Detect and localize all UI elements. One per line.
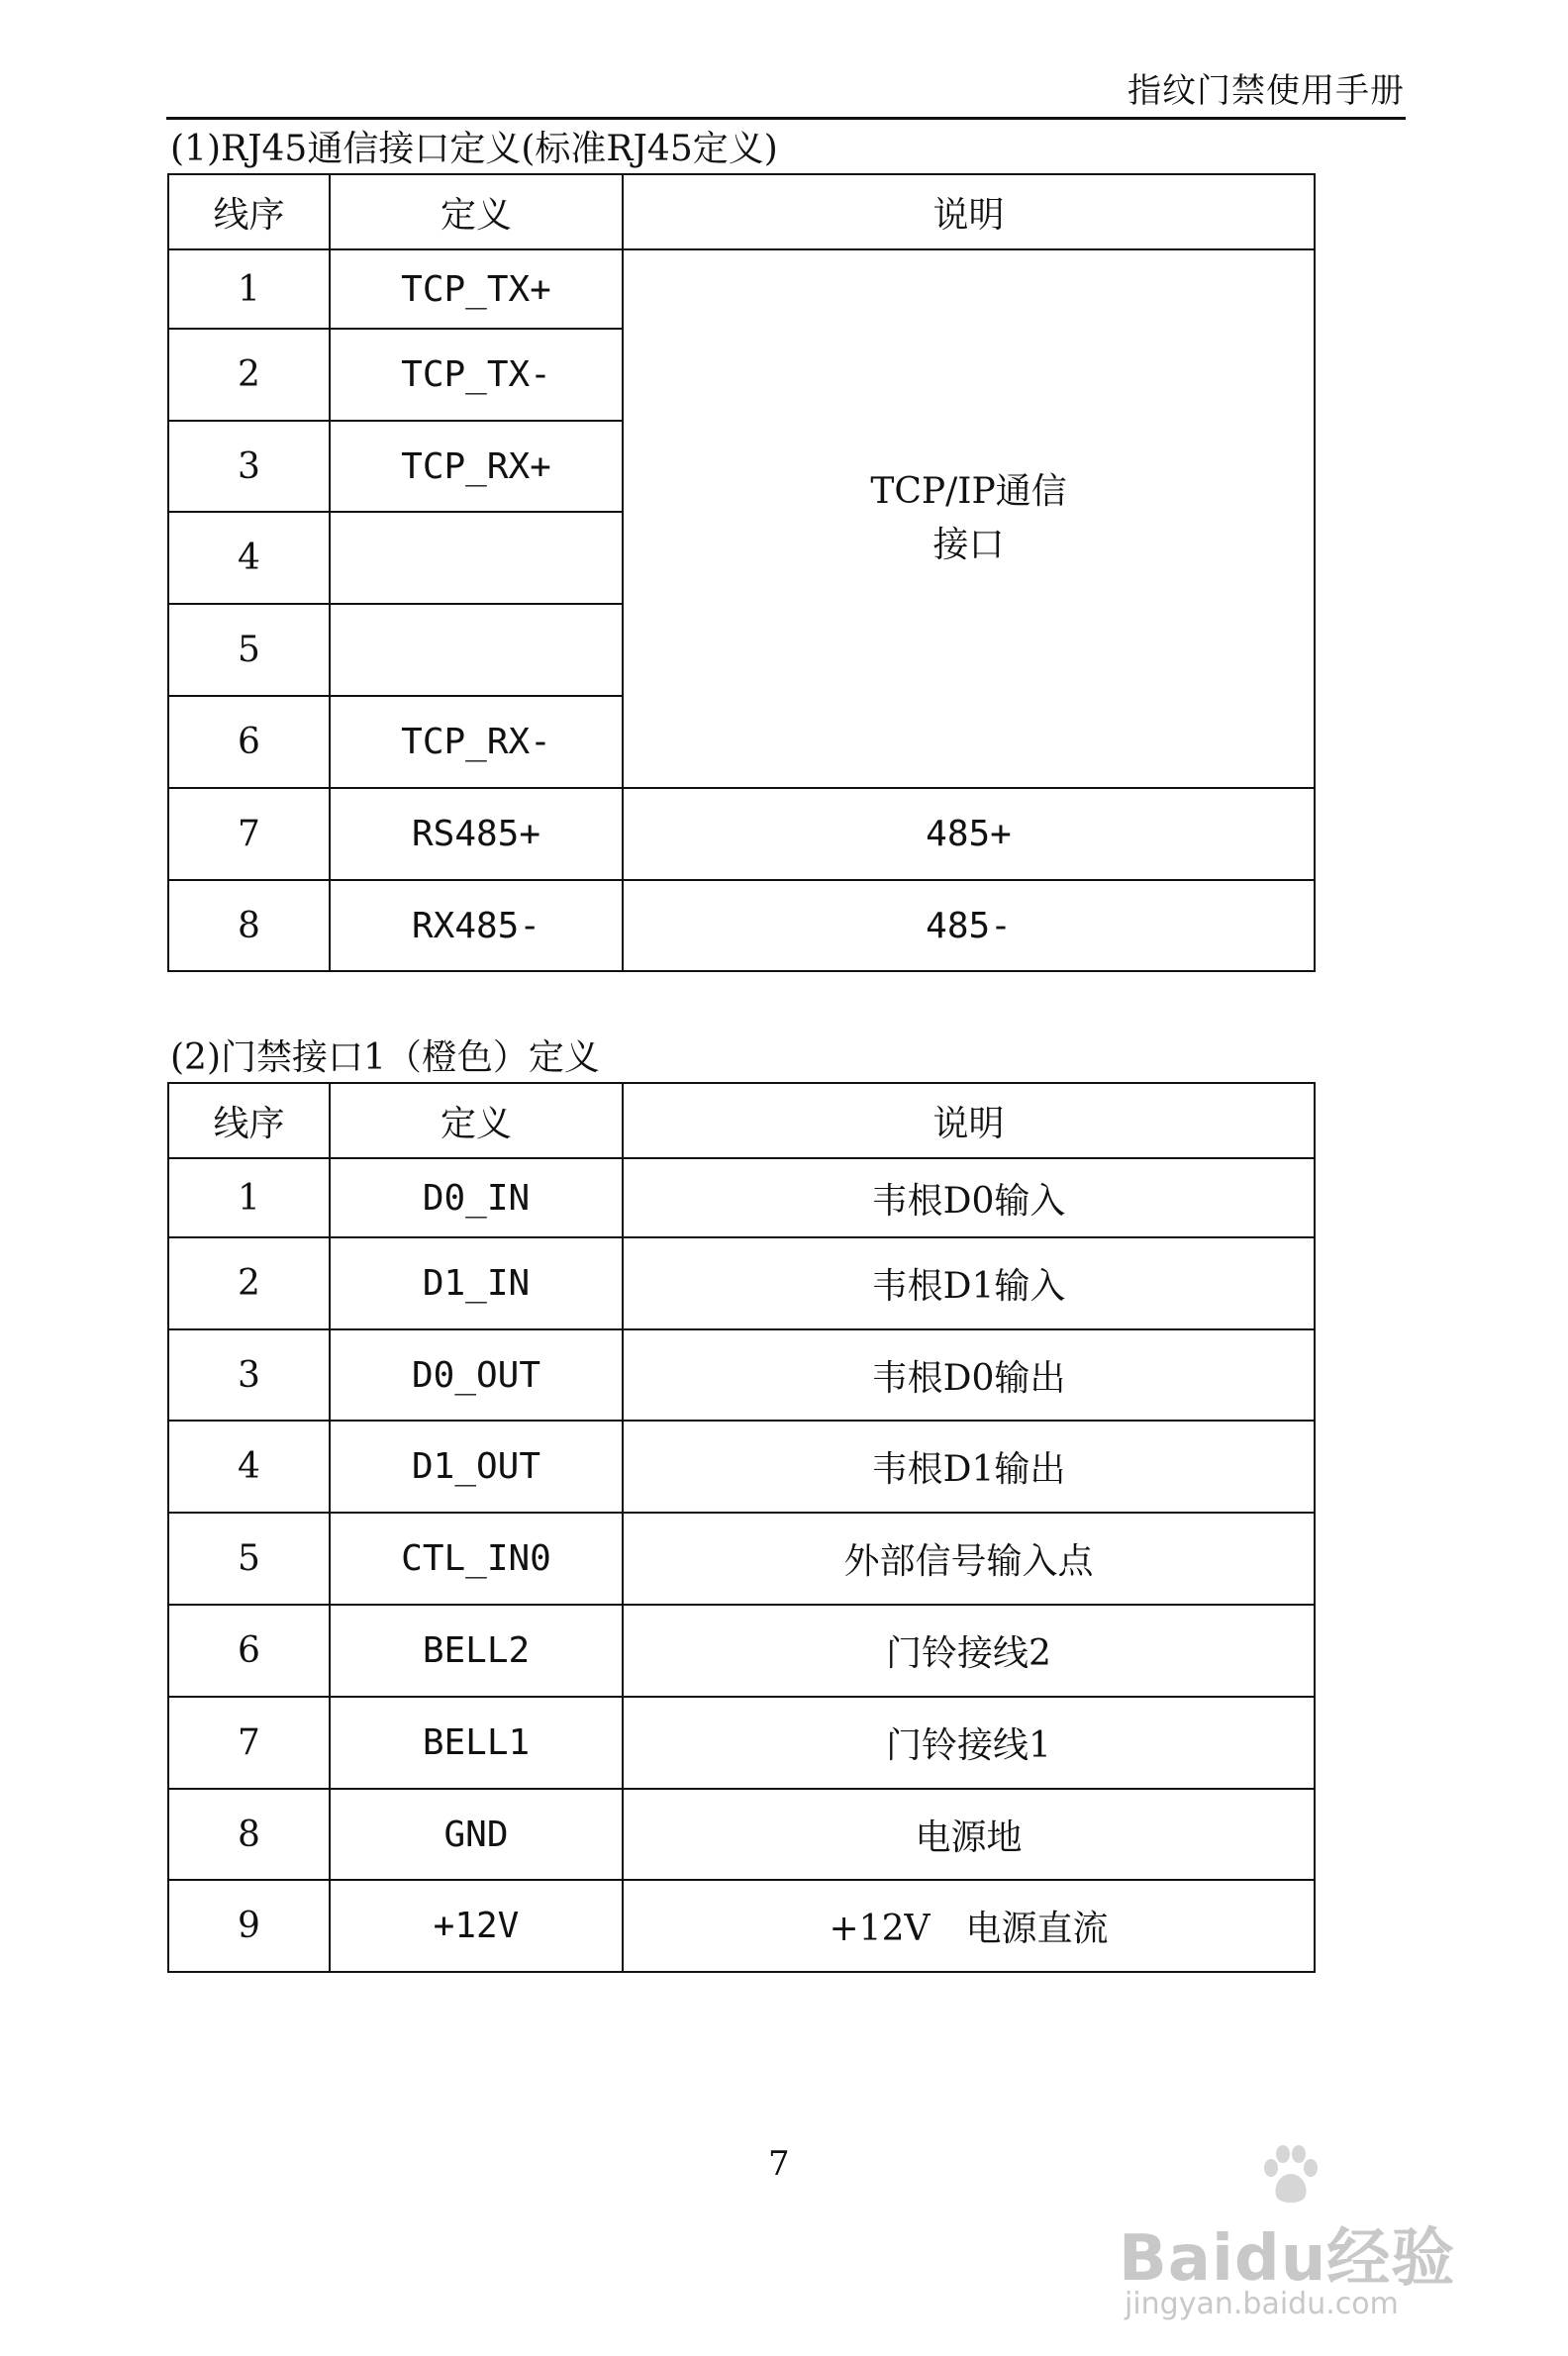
watermark-brand: Baidu经验: [1119, 2222, 1456, 2296]
section1-title: (1)RJ45通信接口定义(标准RJ45定义): [170, 129, 778, 169]
definition-cell: BELL2: [330, 1605, 623, 1697]
note-cell: 韦根D1输入: [623, 1237, 1315, 1329]
note-line-2: 接口: [932, 525, 1005, 565]
pin-cell: 4: [168, 512, 330, 604]
rj45-table: [167, 173, 1316, 972]
header-pin: 线序: [168, 1083, 330, 1158]
table-row: [168, 249, 1315, 329]
note-cell: 韦根D1输出: [623, 1421, 1315, 1513]
pin-cell: 4: [168, 1421, 330, 1513]
pin-cell: 8: [168, 880, 330, 971]
definition-cell: [330, 604, 623, 696]
note-cell: 韦根D0输入: [623, 1158, 1315, 1237]
door-interface-table: [167, 1082, 1316, 1973]
table-header-row: [168, 1083, 1315, 1158]
definition-cell: BELL1: [330, 1697, 623, 1789]
watermark-url: jingyan.baidu.com: [1125, 2287, 1399, 2321]
note-cell: 韦根D0输出: [623, 1329, 1315, 1421]
note-cell: 电源地: [623, 1789, 1315, 1880]
definition-cell: D0_IN: [330, 1158, 623, 1237]
table-row: [168, 1697, 1315, 1789]
header-note: 说明: [623, 1083, 1315, 1158]
pin-cell: 2: [168, 1237, 330, 1329]
table-row: [168, 1789, 1315, 1880]
definition-cell: RX485-: [330, 880, 623, 971]
pin-cell: 1: [168, 1158, 330, 1237]
table-row: [168, 1237, 1315, 1329]
header-title: 指纹门禁使用手册: [1127, 71, 1405, 111]
pin-cell: 3: [168, 421, 330, 512]
definition-cell: D1_OUT: [330, 1421, 623, 1513]
definition-cell: TCP_RX+: [330, 421, 623, 512]
definition-cell: CTL_IN0: [330, 1513, 623, 1605]
note-line-1: TCP/IP通信: [870, 471, 1067, 512]
tcpip-note-cell: [623, 249, 1315, 788]
note-cell: 门铃接线1: [623, 1697, 1315, 1789]
pin-cell: 2: [168, 329, 330, 421]
table-row: [168, 1329, 1315, 1421]
note-cell: 485-: [623, 880, 1315, 971]
table-row: [168, 880, 1315, 971]
table-row: [168, 1605, 1315, 1697]
definition-cell: TCP_RX-: [330, 696, 623, 788]
header-definition: 定义: [330, 174, 623, 249]
pin-cell: 3: [168, 1329, 330, 1421]
baidu-watermark: [1109, 2138, 1485, 2336]
header-pin: 线序: [168, 174, 330, 249]
pin-cell: 5: [168, 604, 330, 696]
table-row: [168, 1421, 1315, 1513]
pin-cell: 7: [168, 788, 330, 880]
note-cell: +12V 电源直流: [623, 1880, 1315, 1972]
note-cell: 外部信号输入点: [623, 1513, 1315, 1605]
paw-icon: [1255, 2138, 1326, 2209]
definition-cell: RS485+: [330, 788, 623, 880]
header-note: 说明: [623, 174, 1315, 249]
table-header-row: [168, 174, 1315, 249]
definition-cell: TCP_TX+: [330, 249, 623, 329]
definition-cell: +12V: [330, 1880, 623, 1972]
definition-cell: GND: [330, 1789, 623, 1880]
note-cell: 485+: [623, 788, 1315, 880]
definition-cell: [330, 512, 623, 604]
header-rule: [166, 117, 1406, 120]
page-number: 7: [768, 2144, 790, 2184]
definition-cell: D0_OUT: [330, 1329, 623, 1421]
pin-cell: 8: [168, 1789, 330, 1880]
definition-cell: TCP_TX-: [330, 329, 623, 421]
definition-cell: D1_IN: [330, 1237, 623, 1329]
note-cell: 门铃接线2: [623, 1605, 1315, 1697]
table-row: [168, 1158, 1315, 1237]
pin-cell: 5: [168, 1513, 330, 1605]
pin-cell: 1: [168, 249, 330, 329]
section2-title: (2)门禁接口1（橙色）定义: [170, 1037, 600, 1078]
pin-cell: 7: [168, 1697, 330, 1789]
table-row: [168, 1880, 1315, 1972]
header-definition: 定义: [330, 1083, 623, 1158]
pin-cell: 6: [168, 1605, 330, 1697]
pin-cell: 9: [168, 1880, 330, 1972]
table-row: [168, 1513, 1315, 1605]
table-row: [168, 788, 1315, 880]
pin-cell: 6: [168, 696, 330, 788]
